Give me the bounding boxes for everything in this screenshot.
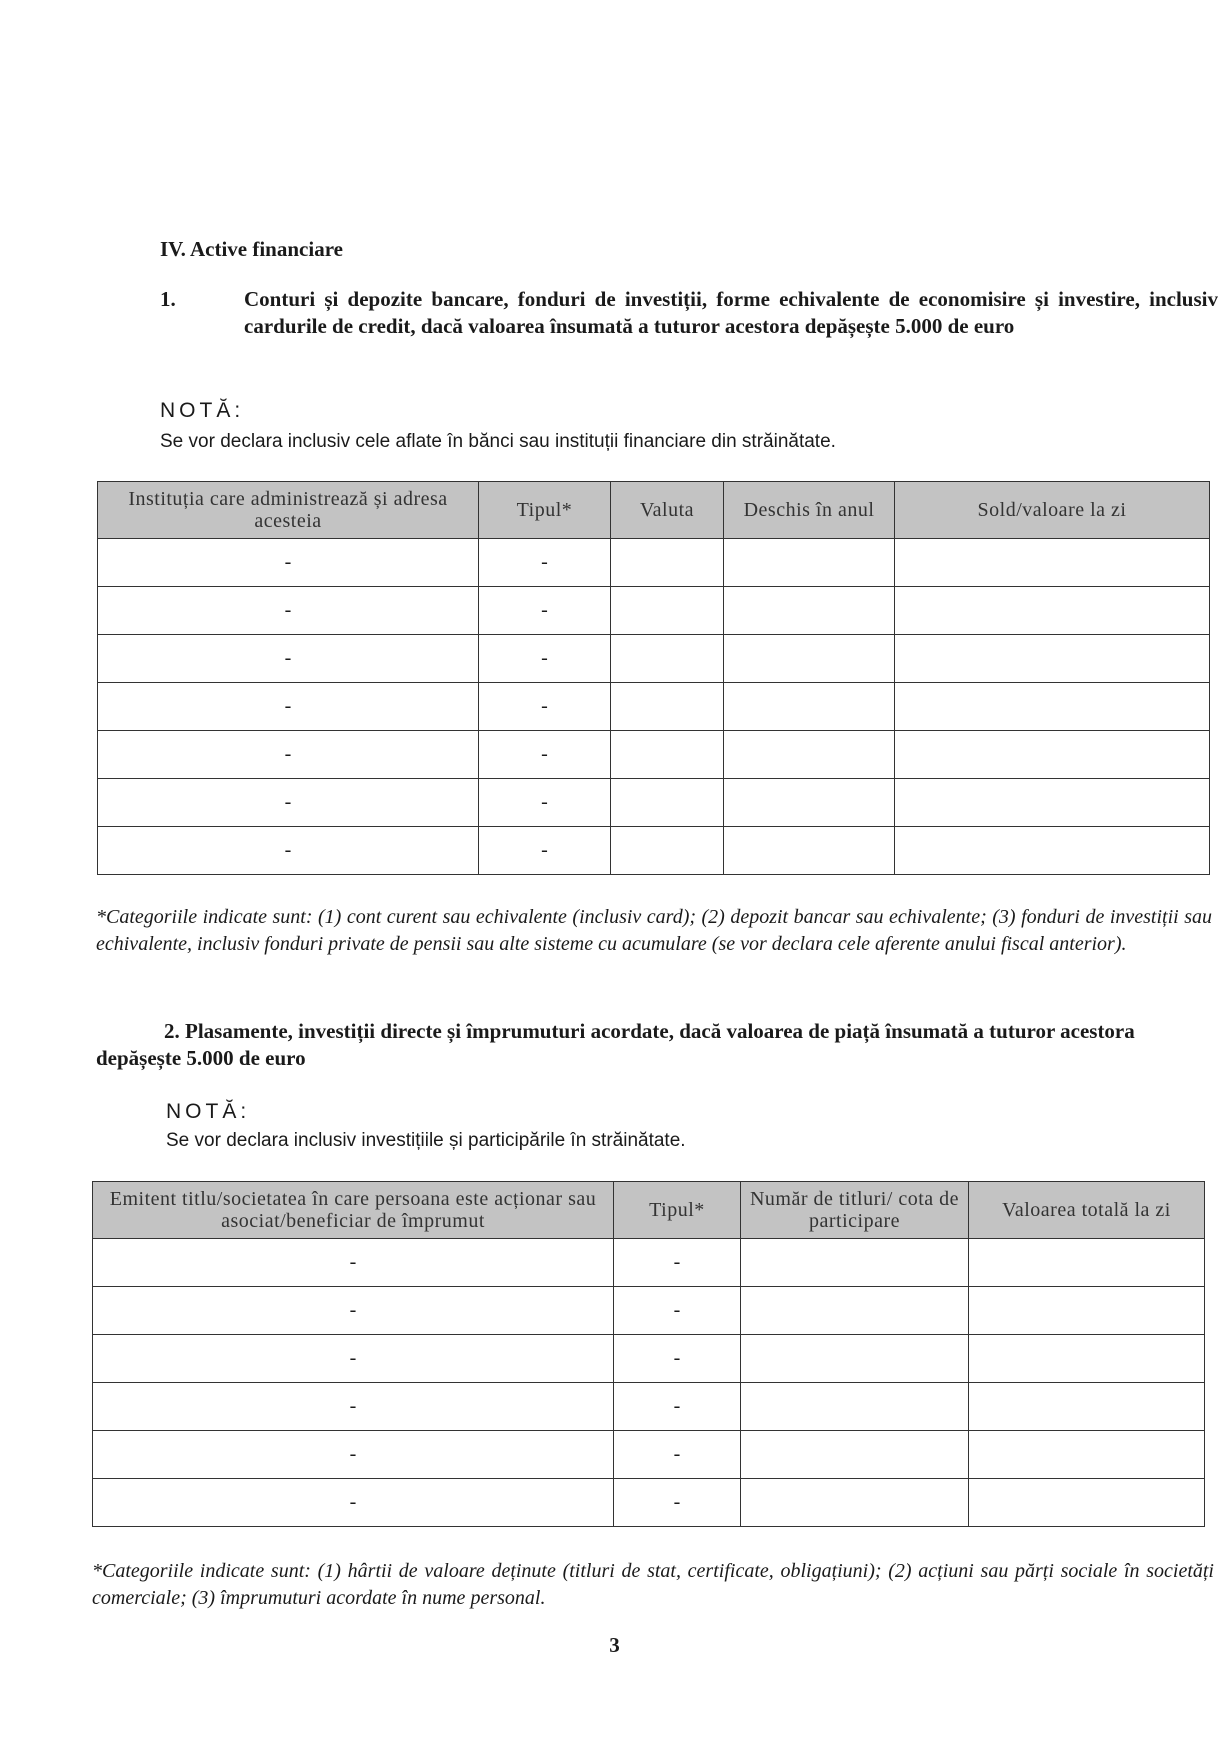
opened-year-cell [724,683,895,731]
opened-year-cell [724,779,895,827]
share-count-cell [741,1239,969,1287]
opened-year-cell [724,539,895,587]
opened-year-cell [724,731,895,779]
type-cell: - [614,1431,741,1479]
total-value-cell [969,1239,1205,1287]
currency-cell [611,731,724,779]
table-row [93,1479,1205,1527]
header-institution: Instituția care administrează și adresa acesteia [98,482,479,539]
table-row [98,635,1210,683]
issuer-cell: - [93,1239,614,1287]
table-row [98,731,1210,779]
share-count-cell [741,1287,969,1335]
part2-nota-label: NOTĂ: [166,1100,251,1123]
type-cell: - [479,587,611,635]
table-row [98,827,1210,875]
type-cell: - [614,1335,741,1383]
header-type: Tipul* [614,1182,741,1239]
share-count-cell [741,1479,969,1527]
part1-nota-label: NOTĂ: [160,399,245,422]
investments-table-header-row [93,1182,1205,1239]
header-total-value: Valoarea totală la zi [969,1182,1205,1239]
balance-cell [895,539,1210,587]
share-count-cell [741,1335,969,1383]
table-row [98,683,1210,731]
total-value-cell [969,1431,1205,1479]
share-count-cell [741,1383,969,1431]
balance-cell [895,635,1210,683]
issuer-cell: - [93,1479,614,1527]
part2-nota-text: Se vor declara inclusiv investițiile și participările în străinătate. [166,1130,686,1151]
currency-cell [611,539,724,587]
institution-cell: - [98,587,479,635]
type-cell: - [479,539,611,587]
total-value-cell [969,1479,1205,1527]
institution-cell: - [98,731,479,779]
part2-number: 2. [164,1019,180,1043]
table-row [98,587,1210,635]
institution-cell: - [98,683,479,731]
institution-cell: - [98,539,479,587]
part2-footnote: *Categoriile indicate sunt: (1) hârtii de valoare deținute (titluri de stat, certificate, obligațiuni); (2) acțiuni sau părți sociale în societăți comerciale; (3) împrumuturi acordate în nume personal. [92,1560,1214,1609]
part1-nota-text: Se vor declara inclusiv cele aflate în bănci sau instituții financiare din străinătate. [160,431,836,452]
type-cell: - [614,1383,741,1431]
issuer-cell: - [93,1287,614,1335]
total-value-cell [969,1287,1205,1335]
header-share-count: Număr de titluri/ cota de participare [741,1182,969,1239]
currency-cell [611,779,724,827]
part2-heading [96,1018,1211,1072]
page-number: 3 [609,1633,620,1657]
header-opened-year: Deschis în anul [724,482,895,539]
balance-cell [895,827,1210,875]
part1-footnote: *Categoriile indicate sunt: (1) cont curent sau echivalente (inclusiv card); (2) depozit bancar sau echivalente; (3) fonduri de investiții sau echivalente, inclusiv fonduri private de pensii sau alte sisteme cu acumulare (se vor declara cele aferente anului fiscal anterior). [96,906,1212,955]
balance-cell [895,731,1210,779]
opened-year-cell [724,635,895,683]
accounts-table [97,481,1210,875]
type-cell: - [479,827,611,875]
currency-cell [611,827,724,875]
type-cell: - [479,779,611,827]
part1-heading [160,286,1218,340]
header-currency: Valuta [611,482,724,539]
table-row [93,1287,1205,1335]
issuer-cell: - [93,1431,614,1479]
issuer-cell: - [93,1383,614,1431]
type-cell: - [614,1479,741,1527]
header-issuer: Emitent titlu/societatea în care persoana este acționar sau asociat/beneficiar de împrumut [93,1182,614,1239]
section-title: IV. Active financiare [160,237,343,261]
balance-cell [895,779,1210,827]
header-balance: Sold/valoare la zi [895,482,1210,539]
investments-table [92,1181,1205,1527]
balance-cell [895,587,1210,635]
table-row [93,1239,1205,1287]
institution-cell: - [98,827,479,875]
opened-year-cell [724,587,895,635]
institution-cell: - [98,635,479,683]
table-row [98,779,1210,827]
opened-year-cell [724,827,895,875]
balance-cell [895,683,1210,731]
part2-heading-text: Plasamente, investiții directe și împrumuturi acordate, dacă valoarea de piață însumată a tuturor acestora depășește 5.000 de euro [96,1019,1135,1070]
table-row [98,539,1210,587]
part1-heading-text: Conturi și depozite bancare, fonduri de investiții, forme echivalente de economisire și investire, inclusiv cardurile de credit, dacă valoarea însumată a tuturor acestora depășește 5.000 de euro [244,287,1218,338]
table-row [93,1335,1205,1383]
header-type: Tipul* [479,482,611,539]
table-row [93,1383,1205,1431]
issuer-cell: - [93,1335,614,1383]
type-cell: - [479,731,611,779]
type-cell: - [614,1239,741,1287]
currency-cell [611,683,724,731]
type-cell: - [479,635,611,683]
table-row [93,1431,1205,1479]
currency-cell [611,587,724,635]
total-value-cell [969,1335,1205,1383]
total-value-cell [969,1383,1205,1431]
currency-cell [611,635,724,683]
part1-number: 1. [160,287,176,311]
type-cell: - [479,683,611,731]
institution-cell: - [98,779,479,827]
accounts-table-header-row [98,482,1210,539]
type-cell: - [614,1287,741,1335]
share-count-cell [741,1431,969,1479]
